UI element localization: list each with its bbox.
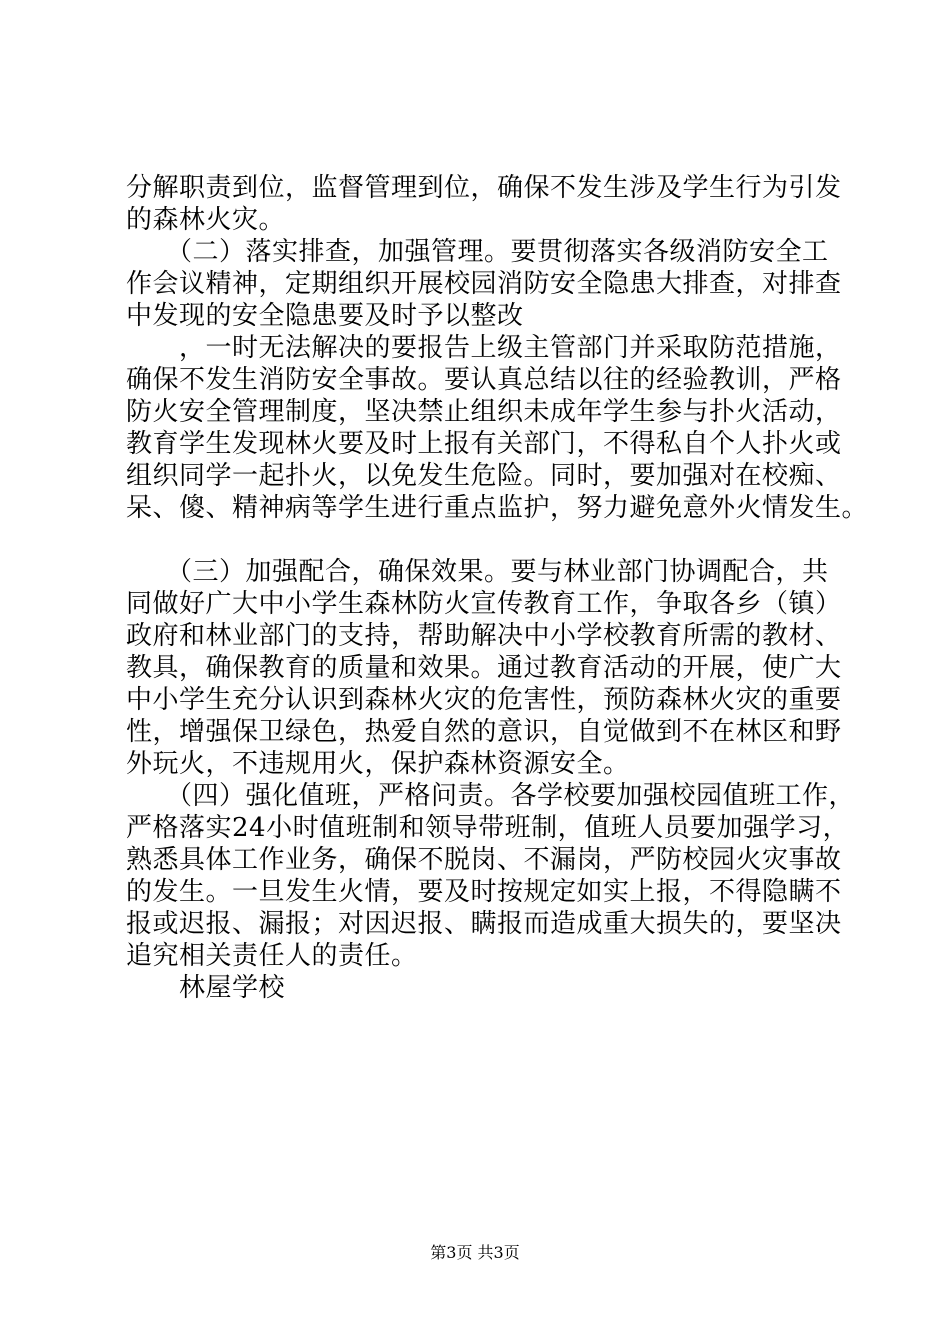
text-line: 追究相关责任人的责任。 (126, 941, 418, 971)
text-line: 外玩火，不违规用火，保护森林资源安全。 (126, 749, 630, 779)
blank-line (126, 524, 866, 556)
text-line: （二）落实排查，加强管理。要贯彻落实各级消防安全工 (126, 237, 829, 267)
text-line: ，一时无法解决的要报告上级主管部门并采取防范措施， (126, 333, 842, 363)
text-line: （三）加强配合，确保效果。要与林业部门协调配合，共 (126, 557, 829, 587)
text-line: 报或迟报、漏报；对因迟报、瞒报而造成重大损失的，要坚决 (126, 909, 842, 939)
text-line: 的发生。一旦发生火情，要及时按规定如实上报，不得隐瞒不 (126, 877, 842, 907)
text-line: 分解职责到位，监督管理到位，确保不发生涉及学生行为引发 (126, 173, 842, 203)
text-line: 熟悉具体工作业务，确保不脱岗、不漏岗，严防校园火灾事故 (126, 845, 842, 875)
document-body (126, 172, 869, 1004)
text-line: 性，增强保卫绿色，热爱自然的意识，自觉做到不在林区和野 (126, 717, 842, 747)
text-line: 作会议精神，定期组织开展校园消防安全隐患大排查，对排查 (126, 269, 842, 299)
text-line: 组织同学一起扑火，以免发生危险。同时，要加强对在校痴、 (126, 461, 842, 491)
page-footer: 第3页 共3页 (430, 1243, 520, 1262)
text-line: 呆、傻、精神病等学生进行重点监护，努力避免意外火情发生。 (126, 493, 869, 523)
text-line: 同做好广大中小学生森林防火宣传教育工作，争取各乡（镇） (126, 589, 842, 619)
text-line: 的森林火灾。 (126, 205, 286, 235)
text-line: 中小学生充分认识到森林火灾的危害性，预防森林火灾的重要 (126, 685, 842, 715)
text-line: 中发现的安全隐患要及时予以整改 (126, 301, 524, 331)
text-line: 教育学生发现林火要及时上报有关部门，不得私自个人扑火或 (126, 429, 842, 459)
text-line: 防火安全管理制度，坚决禁止组织未成年学生参与扑火活动， (126, 397, 842, 427)
text-line: 政府和林业部门的支持，帮助解决中小学校教育所需的教材、 (126, 621, 842, 651)
text-line: （四）强化值班，严格问责。各学校要加强校园值班工作， (126, 781, 856, 811)
text-line: 确保不发生消防安全事故。要认真总结以往的经验教训，严格 (126, 365, 842, 395)
signature-line: 林屋学校 (126, 973, 286, 1003)
text-line: 教具，确保教育的质量和效果。通过教育活动的开展，使广大 (126, 653, 842, 683)
text-line: 严格落实24小时值班制和领导带班制，值班人员要加强学习， (126, 813, 850, 843)
